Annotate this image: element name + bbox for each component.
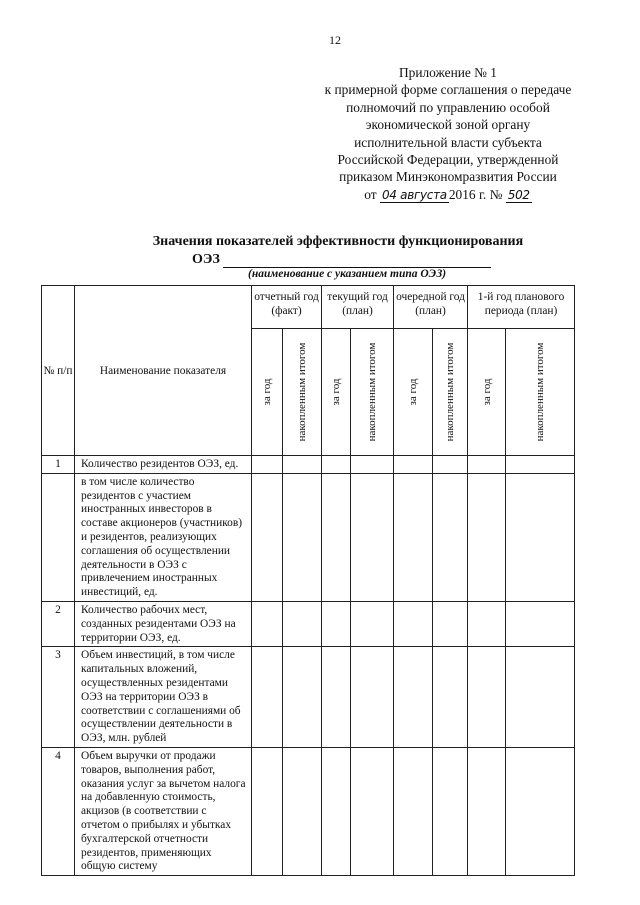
value-cell[interactable] [468, 747, 506, 875]
value-cell[interactable] [283, 647, 322, 748]
subheader-year: за год [322, 329, 351, 456]
row-num: 4 [42, 747, 75, 875]
value-cell[interactable] [394, 473, 433, 601]
value-cell[interactable] [322, 473, 351, 601]
appendix-header [300, 64, 596, 204]
oez-label: ОЭЗ [192, 252, 220, 267]
value-cell[interactable] [283, 456, 322, 474]
header-period: отчетный год (факт) [252, 286, 322, 329]
row-name: в том числе количество резидентов с участием иностранных инвесторов в составе акционеров (участников) и резидентов, реализующих соглашения об осуществлении деятельности в ОЭЗ с привлечением иностранных инвестиций, ед. [75, 473, 252, 601]
row-num [42, 473, 75, 601]
value-cell[interactable] [394, 647, 433, 748]
value-cell[interactable] [252, 747, 283, 875]
value-cell[interactable] [506, 601, 575, 646]
row-name: Объем выручки от продажи товаров, выполнения работ, оказания услуг за вычетом налога на добавленную стоимость, акцизов (в соответствии с отчетом о прибылях и убытках бухгалтерской отчетности резидентов, применяющих общую систему [75, 747, 252, 875]
value-cell[interactable] [252, 456, 283, 474]
header-period: текущий год (план) [322, 286, 394, 329]
value-cell[interactable] [433, 601, 468, 646]
indicators-table [41, 285, 575, 876]
table-header-row [42, 286, 575, 329]
value-cell[interactable] [468, 647, 506, 748]
subheader-year: за год [468, 329, 506, 456]
table-row [42, 747, 575, 875]
header-period: 1-й год планового периода (план) [468, 286, 575, 329]
value-cell[interactable] [468, 601, 506, 646]
appendix-line: Российской Федерации, утвержденной [337, 152, 559, 168]
handwritten-number: 502 [507, 187, 530, 202]
value-cell[interactable] [433, 456, 468, 474]
document-title: Значения показателей эффективности функционирования [152, 234, 524, 249]
value-cell[interactable] [506, 456, 575, 474]
subheader-year: за год [394, 329, 433, 456]
subheader-cumulative: накопленным итогом [351, 329, 394, 456]
appendix-line: Приложение № 1 [398, 65, 498, 80]
page-number: 12 [329, 33, 341, 47]
value-cell[interactable] [468, 473, 506, 601]
row-num: 1 [42, 456, 75, 474]
appendix-line: к примерной форме соглашения о передаче [324, 82, 572, 98]
value-cell[interactable] [252, 473, 283, 601]
subheader-cumulative: накопленным итогом [506, 329, 575, 456]
table-row [42, 473, 575, 601]
value-cell[interactable] [506, 647, 575, 748]
value-cell[interactable] [283, 601, 322, 646]
value-cell[interactable] [351, 647, 394, 748]
value-cell[interactable] [351, 473, 394, 601]
date-year: 2016 г. № [448, 186, 503, 202]
value-cell[interactable] [252, 601, 283, 646]
value-cell[interactable] [351, 456, 394, 474]
value-cell[interactable] [322, 647, 351, 748]
appendix-line: приказом Минэкономразвития России [339, 169, 557, 185]
value-cell[interactable] [433, 647, 468, 748]
handwritten-date: 04 августа [381, 187, 447, 202]
oez-name-hint: (наименование с указанием типа ОЭЗ) [248, 268, 447, 280]
value-cell[interactable] [283, 747, 322, 875]
row-name: Количество резидентов ОЭЗ, ед. [75, 456, 252, 474]
row-num: 3 [42, 647, 75, 748]
value-cell[interactable] [351, 601, 394, 646]
subheader-cumulative: накопленным итогом [433, 329, 468, 456]
value-cell[interactable] [506, 473, 575, 601]
row-name: Объем инвестиций, в том числе капитальных вложений, осуществленных резидентами ОЭЗ на территории ОЭЗ в соответствии с соглашениями об осуществлении деятельности в ОЭЗ, млн. рублей [75, 647, 252, 748]
appendix-line: исполнительной власти субъекта [354, 134, 542, 150]
value-cell[interactable] [394, 456, 433, 474]
value-cell[interactable] [394, 747, 433, 875]
value-cell[interactable] [322, 456, 351, 474]
header-num: № п/п [42, 286, 75, 456]
date-prefix: от [364, 186, 377, 202]
subheader-cumulative: накопленным итогом [283, 329, 322, 456]
appendix-line: экономической зоной органу [365, 117, 531, 133]
row-num: 2 [42, 601, 75, 646]
table-row [42, 601, 575, 646]
value-cell[interactable] [252, 647, 283, 748]
value-cell[interactable] [322, 601, 351, 646]
value-cell[interactable] [394, 601, 433, 646]
value-cell[interactable] [322, 747, 351, 875]
header-period: очередной год (план) [394, 286, 468, 329]
table-row [42, 456, 575, 474]
row-name: Количество рабочих мест, созданных резидентами ОЭЗ на территории ОЭЗ, ед. [75, 601, 252, 646]
value-cell[interactable] [283, 473, 322, 601]
value-cell[interactable] [468, 456, 506, 474]
appendix-date-line [300, 186, 596, 204]
value-cell[interactable] [506, 747, 575, 875]
header-name: Наименование показателя [75, 286, 252, 456]
appendix-line: полномочий по управлению особой [346, 99, 550, 115]
subheader-year: за год [252, 329, 283, 456]
value-cell[interactable] [433, 473, 468, 601]
value-cell[interactable] [433, 747, 468, 875]
value-cell[interactable] [351, 747, 394, 875]
table-row [42, 647, 575, 748]
